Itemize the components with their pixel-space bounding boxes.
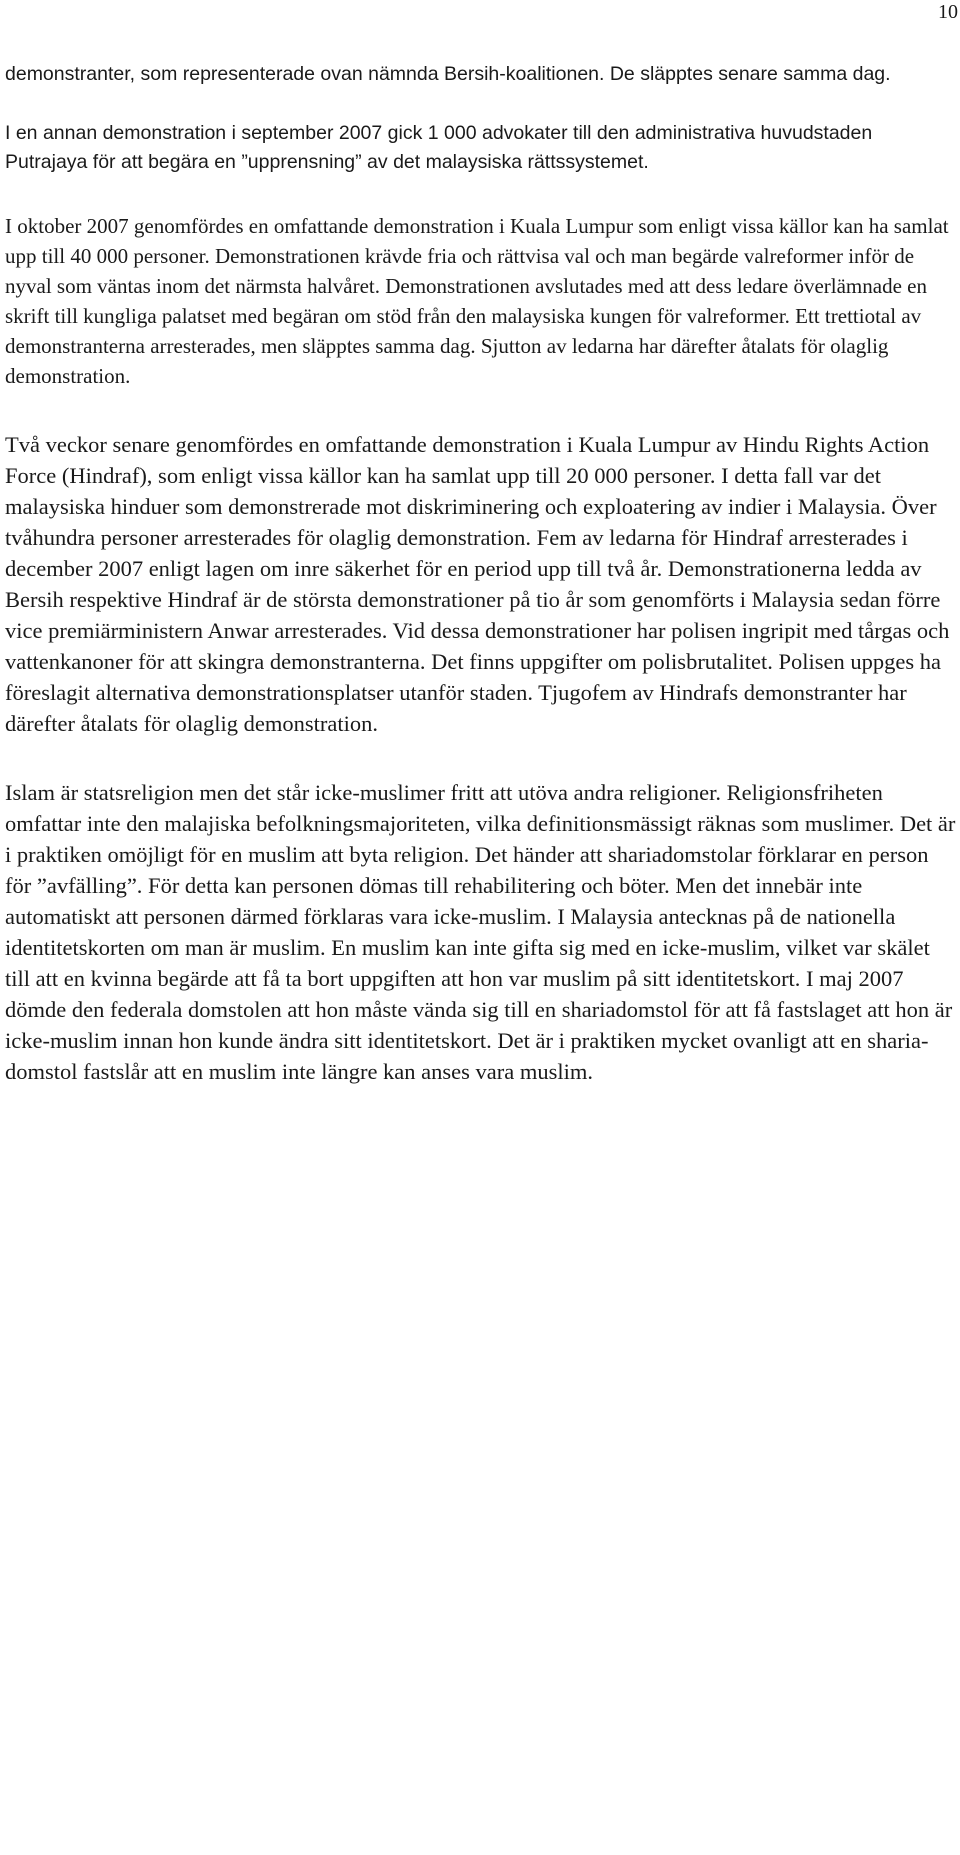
page-number: 10 bbox=[938, 1, 958, 23]
paragraph-gap bbox=[5, 177, 957, 211]
paragraph-october-demonstration: I oktober 2007 genomfördes en omfattande demonstration i Kuala Lumpur som enligt vissa källor kan ha samlat upp till 40 000 personer. Demonstrationen krävde fria och rättvisa val och man begärde valreformer inför de nyval som väntas inom det närmsta halvåret. Demonstrationen avslutades med att dess ledare överlämnade en skrift till kungliga palatset med begäran om stöd från den malaysiska kungen för valreformer. Ett trettiotal av demonstranterna arresterades, men släpptes samma dag. Sjutton av ledarna har därefter åtalats för olaglig demonstration. bbox=[5, 214, 949, 388]
paragraph-bersih-release: demonstranter, som representerade ovan nämnda Bersih-koalitionen. De släpptes senare samma dag. bbox=[5, 63, 891, 85]
paragraph-hindraf-demonstration: Två veckor senare genomfördes en omfattande demonstration i Kuala Lumpur av Hindu Rights Action Force (Hindraf), som enligt vissa källor kan ha samlat upp till 20 000 personer. I detta fall var det malaysiska hinduer som demonstrerade mot diskriminering och exploatering av indier i Malaysia. Över tvåhundra personer arresterades för olaglig demonstration. Fem av ledarna för Hindraf arresterades i december 2007 enligt lagen om inre säkerhet för en period upp till två år. Demonstrationerna ledda av Bersih respektive Hindraf är de största demonstrationer på tio år som genomförts i Malaysia sedan förre vice premiärministern Anwar arresterades. Vid dessa demonstrationer har polisen ingripit med tårgas och vattenkanoner för att skingra demonstranterna. Det finns uppgifter om polisbrutalitet. Polisen uppges ha föreslagit alternativa demonstrationsplatser utanför staden. Tjugofem av Hindrafs demonstranter har därefter åtalats för olaglig demonstration. bbox=[5, 432, 950, 736]
paragraph-gap bbox=[5, 739, 957, 777]
paragraph-gap bbox=[5, 391, 957, 429]
paragraph-religion: Islam är statsreligion men det står icke-muslimer fritt att utöva andra religioner. Religionsfriheten omfattar inte den malajiska befolkningsmajoriteten, vilka definitionsmässigt räknas som muslimer. Det är i praktiken omöjligt för en muslim att byta religion. Det händer att shariadomstolar förklarar en person för ”avfälling”. För detta kan personen dömas till rehabilitering och böter. Men det innebär inte automatiskt att personen därmed förklaras vara icke-muslim. I Malaysia antecknas på de nationella identitetskorten om man är muslim. En muslim kan inte gifta sig med en icke-muslim, vilket var skälet till att en kvinna begärde att få ta bort uppgiften att hon var muslim på sitt identitetskort. I maj 2007 dömde den federala domstolen att hon måste vända sig till en shariadomstol för att få fastslaget att hon är icke-muslim innan hon kunde ändra sitt identitetskort. Det är i praktiken mycket ovanligt att en sharia-domstol fastslår att en muslim inte längre kan anses vara muslim. bbox=[5, 780, 956, 1084]
paragraph-gap bbox=[5, 89, 957, 119]
paragraph-lawyers-march: I en annan demonstration i september 2007 gick 1 000 advokater till den administrativa huvudstaden Putrajaya för att begära en ”upprensning” av det malaysiska rättssystemet. bbox=[5, 122, 873, 173]
document-body bbox=[5, 60, 957, 1087]
